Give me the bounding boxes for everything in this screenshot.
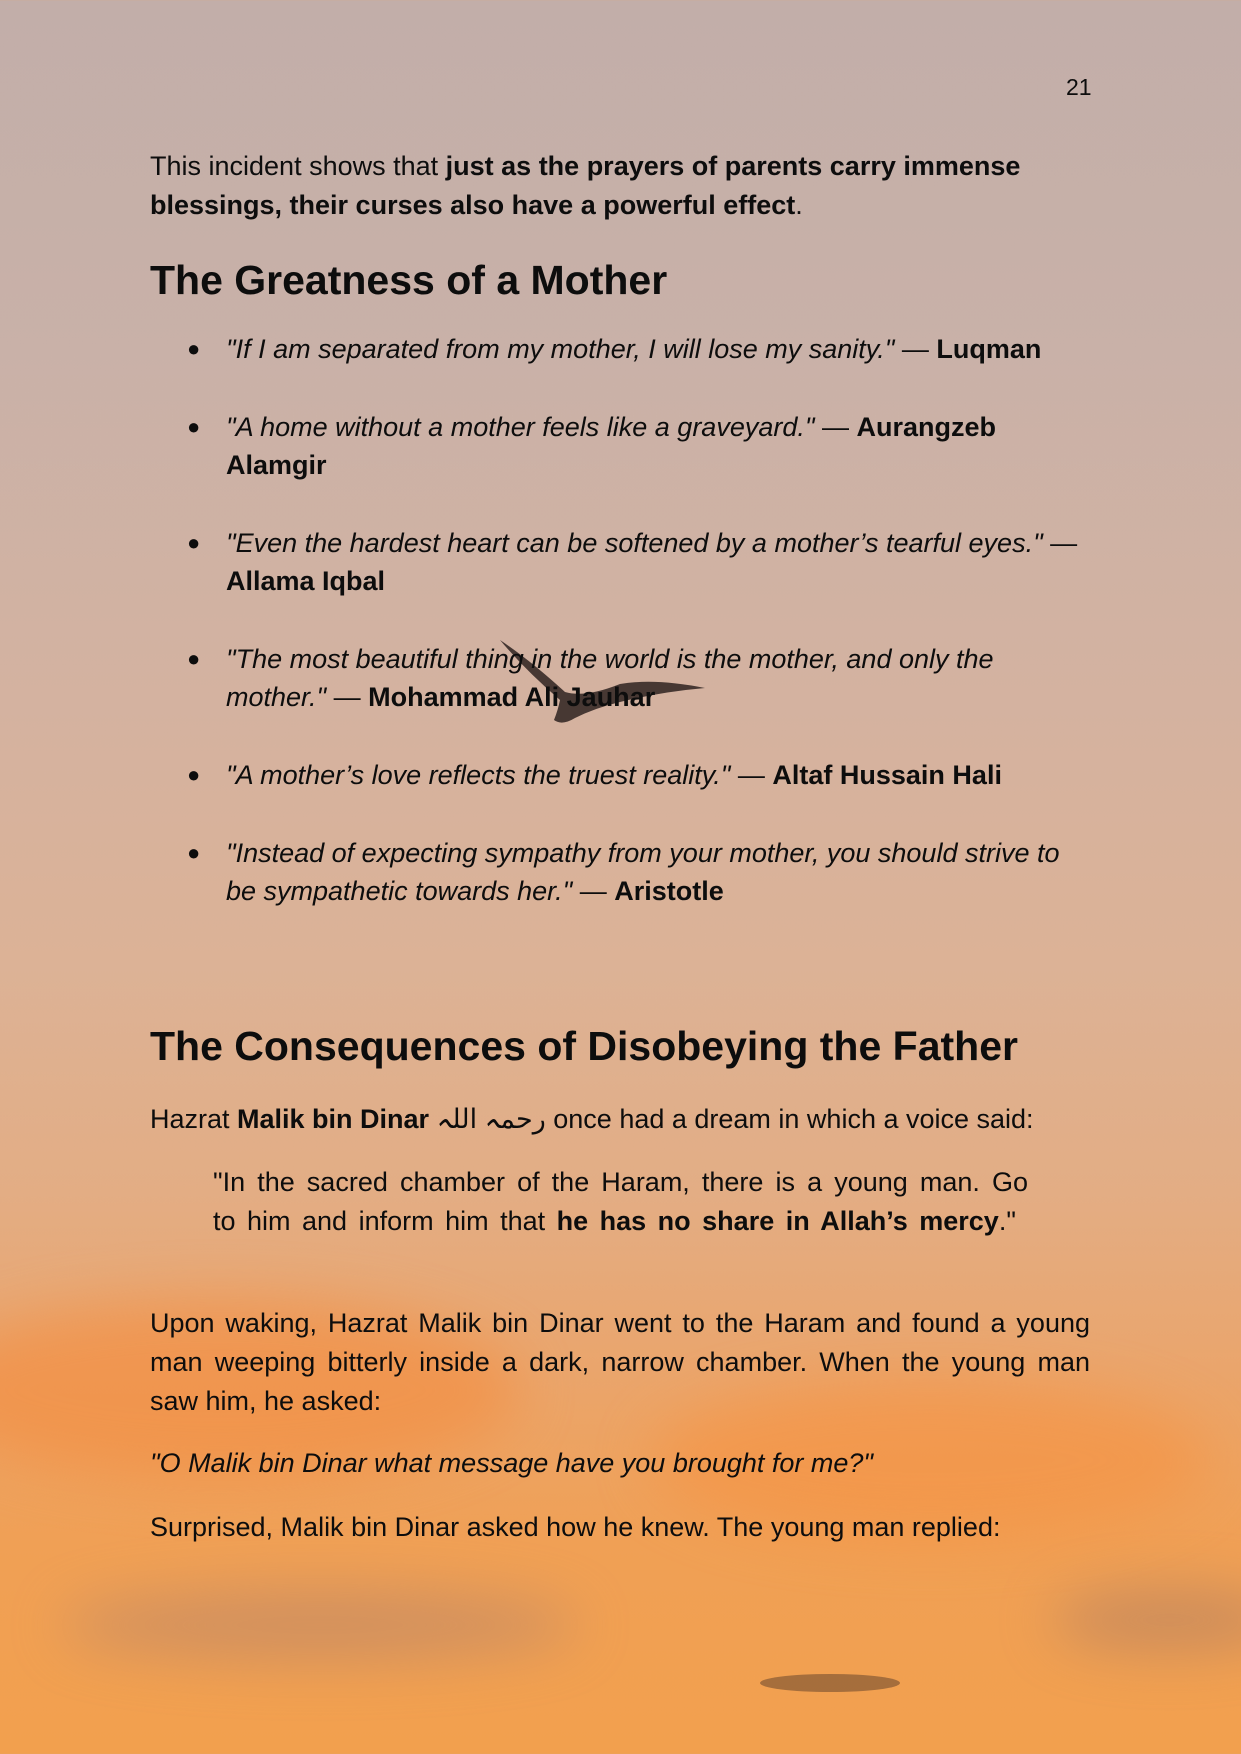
bullet-icon: ● — [187, 530, 201, 555]
quote-text: "If I am separated from my mother, I will lose my sanity." — [226, 334, 895, 364]
bullet-icon: ● — [187, 336, 201, 361]
quote-text: "Even the hardest heart can be softened by a mother’s tearful eyes." — [226, 528, 1043, 558]
quote-separator: — — [730, 760, 773, 790]
dream-quote-end: ." — [998, 1206, 1016, 1236]
bullet-icon: ● — [187, 762, 201, 787]
quote-separator: — — [326, 682, 369, 712]
section-heading-disobeying-father: The Consequences of Disobeying the Father — [150, 1023, 1018, 1069]
dream-intro-lead: Hazrat — [150, 1104, 238, 1134]
quote-author: Mohammad Ali Jauhar — [368, 682, 656, 712]
quote-text: "A mother’s love reflects the truest reality." — [226, 760, 731, 790]
intro-lead: This incident shows that — [150, 151, 446, 181]
quote-author: Altaf Hussain Hali — [772, 760, 1002, 790]
malik-bin-dinar-name: Malik bin Dinar — [237, 1104, 430, 1134]
list-item — [150, 524, 1090, 600]
reply-paragraph: Surprised, Malik bin Dinar asked how he knew. The young man replied: — [150, 1512, 1001, 1542]
section-heading-greatness-of-mother: The Greatness of a Mother — [150, 257, 668, 303]
dream-quote-emphasis: he has no share in Allah’s mercy — [556, 1206, 999, 1236]
list-item — [150, 756, 1090, 794]
intro-paragraph — [150, 147, 1090, 225]
bullet-icon: ● — [187, 646, 201, 671]
list-item — [150, 834, 1090, 910]
intro-end: . — [795, 190, 803, 220]
page-number: 21 — [1066, 74, 1092, 100]
honorific-text: رحمہ اللہ — [429, 1104, 554, 1134]
quote-author: Luqman — [936, 334, 1042, 364]
dream-quote-lead: "In the sacred chamber of the Haram, there is a young man. Go to him and inform him that — [213, 1167, 1028, 1236]
quote-text: "The most beautiful thing in the world is the mother, and only the mother." — [226, 644, 994, 712]
dream-intro-paragraph — [150, 1100, 1090, 1139]
bullet-icon: ● — [187, 414, 201, 439]
quote-author: Allama Iqbal — [226, 566, 386, 596]
quote-author: Aurangzeb Alamgir — [226, 412, 996, 480]
intro-emphasis: just as the prayers of parents carry immense blessings, their curses also have a powerful effect — [150, 151, 1021, 220]
quote-separator: — — [814, 412, 857, 442]
list-item — [150, 408, 1090, 484]
mother-quotes-list — [150, 330, 1090, 910]
dream-voice-quote — [213, 1163, 1028, 1241]
quote-author: Aristotle — [614, 876, 724, 906]
waking-paragraph: Upon waking, Hazrat Malik bin Dinar went to the Haram and found a young man weeping bitterly inside a dark, narrow chamber. When the young man saw him, he asked: — [150, 1308, 1090, 1416]
quote-separator: — — [1042, 528, 1078, 558]
young-man-quote: "O Malik bin Dinar what message have you brought for me?" — [150, 1448, 874, 1478]
bullet-icon: ● — [187, 840, 201, 865]
quote-text: "A home without a mother feels like a graveyard." — [226, 412, 815, 442]
list-item — [150, 330, 1090, 368]
list-item — [150, 640, 1090, 716]
quote-separator: — — [572, 876, 615, 906]
quote-separator: — — [894, 334, 937, 364]
dream-intro-rest: once had a dream in which a voice said: — [553, 1104, 1034, 1134]
quote-text: "Instead of expecting sympathy from your mother, you should strive to be sympathetic towards her." — [226, 838, 1060, 906]
